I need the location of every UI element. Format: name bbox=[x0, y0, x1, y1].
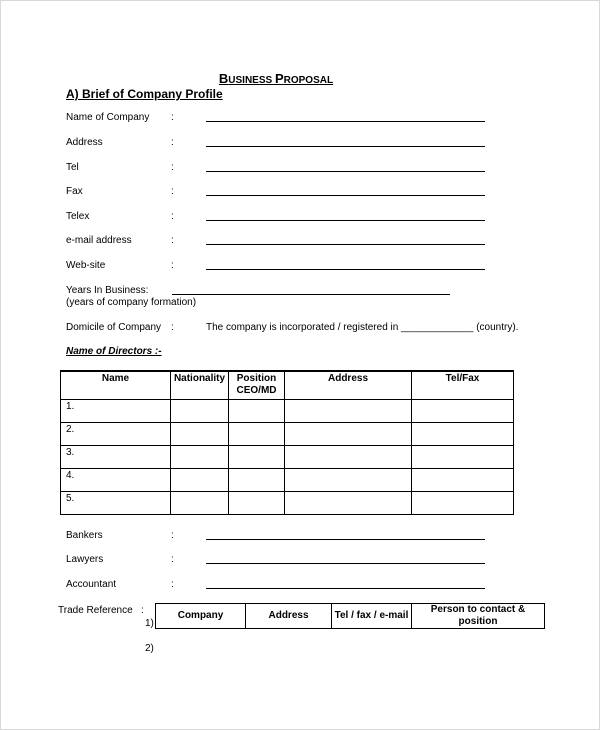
trade-reference-header-row bbox=[156, 604, 545, 629]
field-colon: : bbox=[171, 235, 174, 246]
director-name-cell[interactable]: 3. bbox=[61, 446, 171, 469]
director-telfax-cell[interactable] bbox=[412, 446, 514, 469]
company-name-input-line[interactable] bbox=[206, 121, 485, 122]
telex-input-line[interactable] bbox=[206, 220, 485, 221]
trade-reference-item[interactable]: 2) bbox=[145, 643, 154, 654]
table-row bbox=[61, 446, 514, 469]
field-sublabel-years: (years of company formation) bbox=[66, 297, 197, 308]
bankers-input-line[interactable] bbox=[206, 539, 485, 540]
director-name-cell[interactable]: 2. bbox=[61, 423, 171, 446]
lawyers-input-line[interactable] bbox=[206, 563, 485, 564]
director-position-cell[interactable] bbox=[229, 492, 285, 515]
column-header-name: Name bbox=[61, 371, 171, 400]
field-colon: : bbox=[171, 137, 174, 148]
field-label-tel: Tel bbox=[66, 162, 79, 173]
table-row bbox=[61, 423, 514, 446]
trade-reference-table bbox=[155, 603, 545, 629]
field-colon: : bbox=[171, 530, 174, 541]
field-label-address: Address bbox=[66, 137, 103, 148]
section-heading: A) Brief of Company Profile bbox=[66, 87, 223, 101]
website-input-line[interactable] bbox=[206, 269, 485, 270]
address-input-line[interactable] bbox=[206, 146, 485, 147]
trade-reference-item[interactable]: 1) bbox=[145, 618, 154, 629]
column-header-address: Address bbox=[285, 371, 412, 400]
field-label-trade-reference: Trade Reference bbox=[58, 605, 133, 616]
column-header-company: Company bbox=[156, 604, 246, 629]
field-colon: : bbox=[171, 554, 174, 565]
director-name-cell[interactable]: 4. bbox=[61, 469, 171, 492]
column-header-position: Position CEO/MD bbox=[229, 371, 285, 400]
table-row bbox=[61, 492, 514, 515]
field-colon: : bbox=[171, 579, 174, 590]
directors-header-row bbox=[61, 371, 514, 400]
director-address-cell[interactable] bbox=[285, 423, 412, 446]
tel-input-line[interactable] bbox=[206, 171, 485, 172]
email-input-line[interactable] bbox=[206, 244, 485, 245]
director-address-cell[interactable] bbox=[285, 469, 412, 492]
director-telfax-cell[interactable] bbox=[412, 469, 514, 492]
director-telfax-cell[interactable] bbox=[412, 423, 514, 446]
field-colon: : bbox=[171, 112, 174, 123]
document-title: BUSINESS PROPOSAL bbox=[218, 71, 334, 86]
field-label-lawyers: Lawyers bbox=[66, 554, 104, 565]
field-label-fax: Fax bbox=[66, 186, 83, 197]
column-header-tel-fax: Tel/Fax bbox=[412, 371, 514, 400]
director-position-cell[interactable] bbox=[229, 446, 285, 469]
column-header-tel-fax-email: Tel / fax / e-mail bbox=[332, 604, 412, 629]
field-label-accountant: Accountant bbox=[66, 579, 117, 590]
field-colon: : bbox=[171, 322, 174, 333]
fax-input-line[interactable] bbox=[206, 195, 485, 196]
column-header-address: Address bbox=[246, 604, 332, 629]
field-label-years-in-business: Years In Business: bbox=[66, 285, 149, 296]
director-position-cell[interactable] bbox=[229, 423, 285, 446]
director-name-cell[interactable]: 1. bbox=[61, 400, 171, 423]
accountant-input-line[interactable] bbox=[206, 588, 485, 589]
field-label-website: Web-site bbox=[66, 260, 106, 271]
director-nationality-cell[interactable] bbox=[171, 446, 229, 469]
table-row bbox=[61, 400, 514, 423]
table-row bbox=[61, 469, 514, 492]
column-header-nationality: Nationality bbox=[171, 371, 229, 400]
field-label-company-name: Name of Company bbox=[66, 112, 150, 123]
director-nationality-cell[interactable] bbox=[171, 469, 229, 492]
director-telfax-cell[interactable] bbox=[412, 492, 514, 515]
director-position-cell[interactable] bbox=[229, 469, 285, 492]
director-nationality-cell[interactable] bbox=[171, 492, 229, 515]
field-colon: : bbox=[141, 605, 144, 616]
director-nationality-cell[interactable] bbox=[171, 423, 229, 446]
field-label-email: e-mail address bbox=[66, 235, 132, 246]
director-telfax-cell[interactable] bbox=[412, 400, 514, 423]
director-address-cell[interactable] bbox=[285, 400, 412, 423]
field-label-domicile: Domicile of Company bbox=[66, 322, 162, 333]
domicile-text-after: (country). bbox=[473, 322, 519, 333]
field-label-telex: Telex bbox=[66, 211, 90, 222]
column-header-contact-person: Person to contact & position bbox=[412, 604, 545, 629]
years-in-business-input-line[interactable] bbox=[172, 294, 450, 295]
field-colon: : bbox=[171, 162, 174, 173]
director-position-cell[interactable] bbox=[229, 400, 285, 423]
directors-table bbox=[60, 370, 514, 515]
director-name-cell[interactable]: 5. bbox=[61, 492, 171, 515]
director-address-cell[interactable] bbox=[285, 492, 412, 515]
domicile-country-blank[interactable]: _____________ bbox=[401, 322, 474, 333]
field-label-bankers: Bankers bbox=[66, 530, 103, 541]
field-colon: : bbox=[171, 211, 174, 222]
domicile-text-before: The company is incorporated / registered in bbox=[206, 322, 402, 333]
field-colon: : bbox=[171, 260, 174, 271]
directors-heading: Name of Directors :- bbox=[66, 346, 162, 357]
director-address-cell[interactable] bbox=[285, 446, 412, 469]
domicile-statement bbox=[206, 322, 518, 333]
field-colon: : bbox=[171, 186, 174, 197]
director-nationality-cell[interactable] bbox=[171, 400, 229, 423]
